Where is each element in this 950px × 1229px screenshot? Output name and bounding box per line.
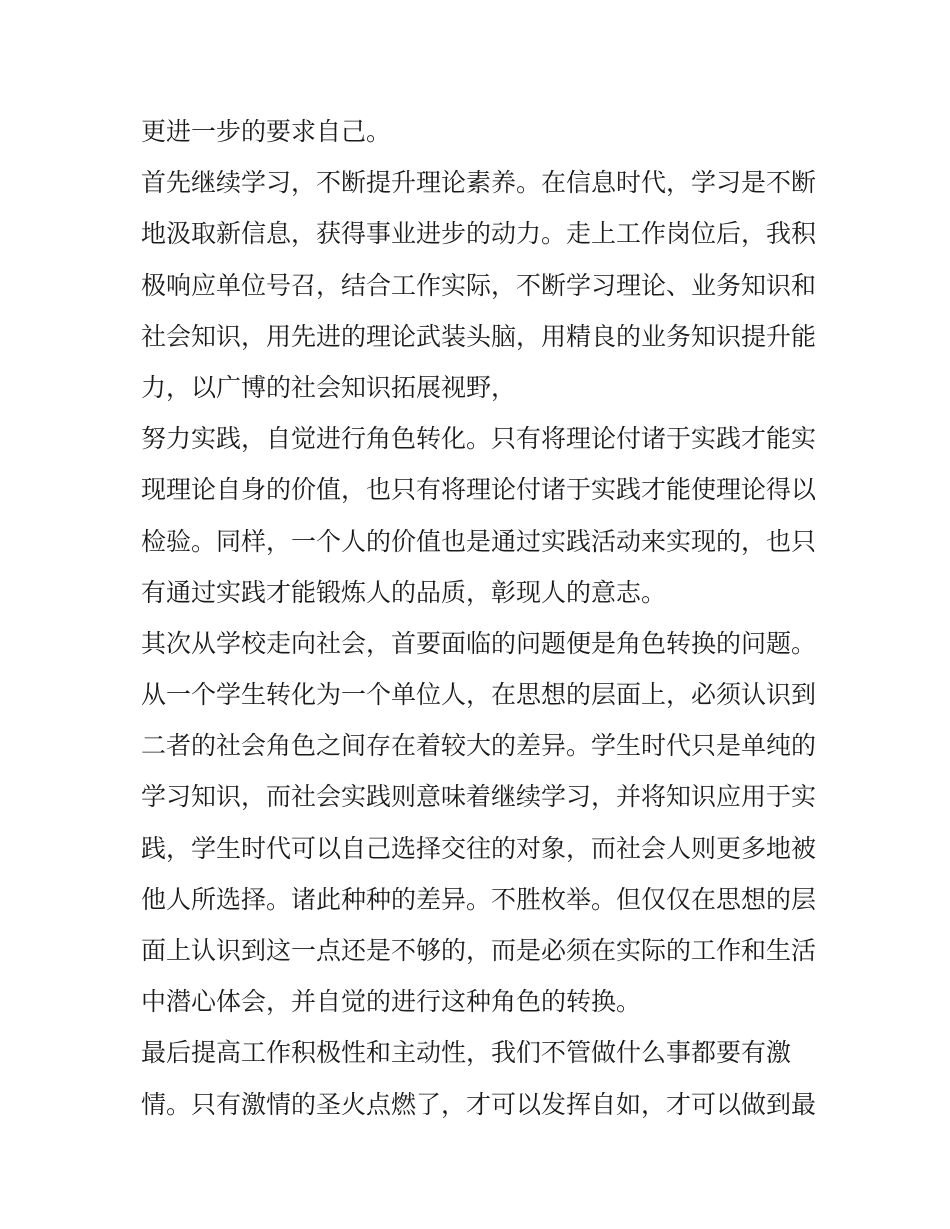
- text-line: 努力实践，自觉进行角色转化。只有将理论付诸于实践才能实: [141, 424, 817, 454]
- text-line: 二者的社会角色之间存在着较大的差异。学生时代只是单纯的: [141, 731, 817, 761]
- text-line: 有通过实践才能锻炼人的品质，彰现人的意志。: [141, 577, 667, 607]
- body-text: [141, 106, 841, 1130]
- text-line: 面上认识到这一点还是不够的，而是必须在实际的工作和生活: [141, 936, 817, 965]
- text-line: 践，学生时代可以自己选择交往的对象，而社会人则更多地被: [141, 833, 817, 863]
- text-line: 从一个学生转化为一个单位人，在思想的层面上，必须认识到: [141, 680, 817, 710]
- text-line: 他人所选择。诸此种种的差异。不胜枚举。但仅仅在思想的层: [141, 884, 817, 914]
- text-line: 极响应单位号召，结合工作实际，不断学习理论、业务知识和: [141, 270, 817, 300]
- text-line: 其次从学校走向社会，首要面临的问题便是角色转换的问题。: [141, 628, 817, 658]
- text-line: 更进一步的要求自己。: [141, 117, 392, 146]
- text-line: 现理论自身的价值，也只有将理论付诸于实践才能使理论得以: [141, 475, 817, 505]
- text-line: 首先继续学习，不断提升理论素养。在信息时代，学习是不断: [141, 168, 817, 198]
- text-line: 中潜心体会，并自觉的进行这种角色的转换。: [141, 987, 642, 1017]
- text-line: 力，以广博的社会知识拓展视野，: [141, 372, 517, 402]
- text-line: 最后提高工作积极性和主动性，我们不管做什么事都要有激: [141, 1038, 792, 1068]
- text-line: 学习知识，而社会实践则意味着继续学习，并将知识应用于实: [141, 782, 817, 812]
- text-line: 情。只有激情的圣火点燃了，才可以发挥自如，才可以做到最: [141, 1089, 817, 1119]
- text-line: 地汲取新信息，获得事业进步的动力。走上工作岗位后，我积: [141, 219, 817, 249]
- text-line: 检验。同样，一个人的价值也是通过实践活动来实现的，也只: [141, 526, 817, 556]
- text-line: 社会知识，用先进的理论武装头脑，用精良的业务知识提升能: [141, 321, 817, 351]
